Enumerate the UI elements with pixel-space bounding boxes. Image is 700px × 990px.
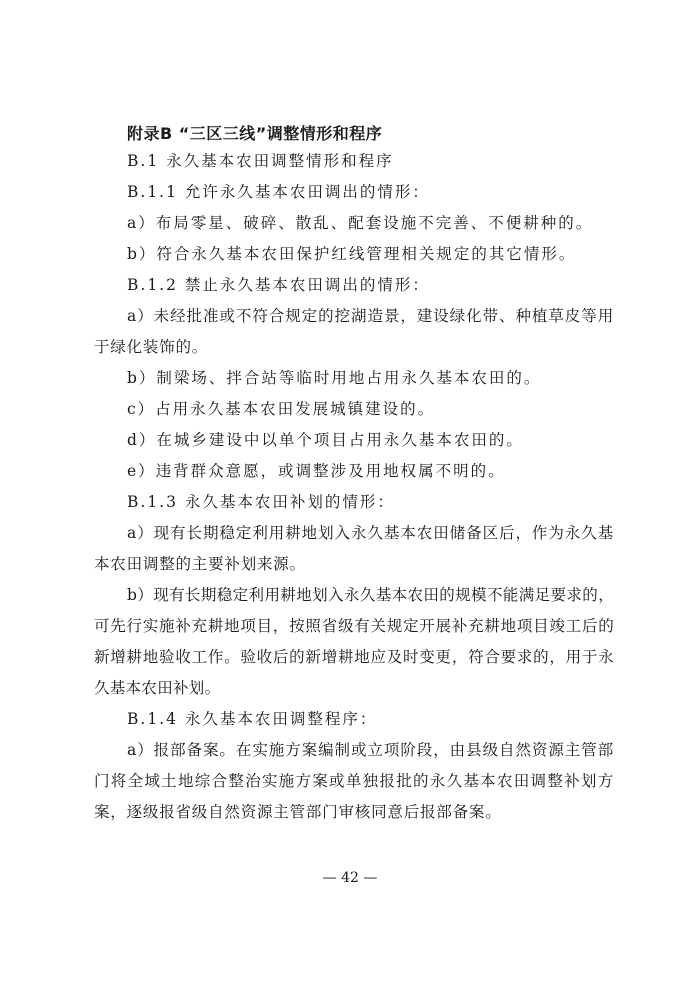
section-b1-1-title: B.1.1 允许永久基本农田调出的情形： <box>127 183 430 201</box>
paragraph-item: b）符合永久基本农田保护红线管理相关规定的其它情形。 <box>127 245 577 263</box>
appendix-heading: 附录B “三区三线”调整情形和程序 <box>127 124 383 143</box>
paragraph-item: b）制梁场、拌合站等临时用地占用永久基本农田的。 <box>127 369 542 387</box>
paragraph-item: b）现有长期稳定利用耕地划入永久基本农田的规模不能满足要求的，可先行实施补充耕地项目，按照省级有关规定开展补充耕地项目竣工后的新增耕地验收工作。验收后的新增耕地应及时变更，符合要求的，用于永久基本农田补划。 <box>94 586 614 697</box>
section-b1-3-title: B.1.3 永久基本农田补划的情形： <box>127 493 395 511</box>
section-b1-title: B.1 永久基本农田调整情形和程序 <box>127 152 394 170</box>
section-b1-2-title: B.1.2 禁止永久基本农田调出的情形： <box>127 276 430 294</box>
paragraph-item: a）布局零星、破碎、散乱、配套设施不完善、不便耕种的。 <box>127 214 594 232</box>
paragraph-item: a）报部备案。在实施方案编制或立项阶段，由县级自然资源主管部门将全域土地综合整治实施方案或单独报批的永久基本农田调整补划方案，逐级报省级自然资源主管部门审核同意后报部备案。 <box>94 741 614 821</box>
paragraph-item: e）违背群众意愿，或调整涉及用地权属不明的。 <box>127 462 506 480</box>
paragraph-item: a）未经批准或不符合规定的挖湖造景，建设绿化带、种植草皮等用于绿化装饰的。 <box>94 307 614 356</box>
paragraph-item: a）现有长期稳定利用耕地划入永久基本农田储备区后，作为永久基本农田调整的主要补划来源。 <box>94 524 614 573</box>
page-number: — 42 — <box>322 870 378 886</box>
section-b1-4-title: B.1.4 永久基本农田调整程序： <box>127 710 378 728</box>
paragraph-item: d）在城乡建设中以单个项目占用永久基本农田的。 <box>127 431 524 449</box>
document-body <box>94 146 614 828</box>
paragraph-item: c）占用永久基本农田发展城镇建设的。 <box>127 400 436 418</box>
